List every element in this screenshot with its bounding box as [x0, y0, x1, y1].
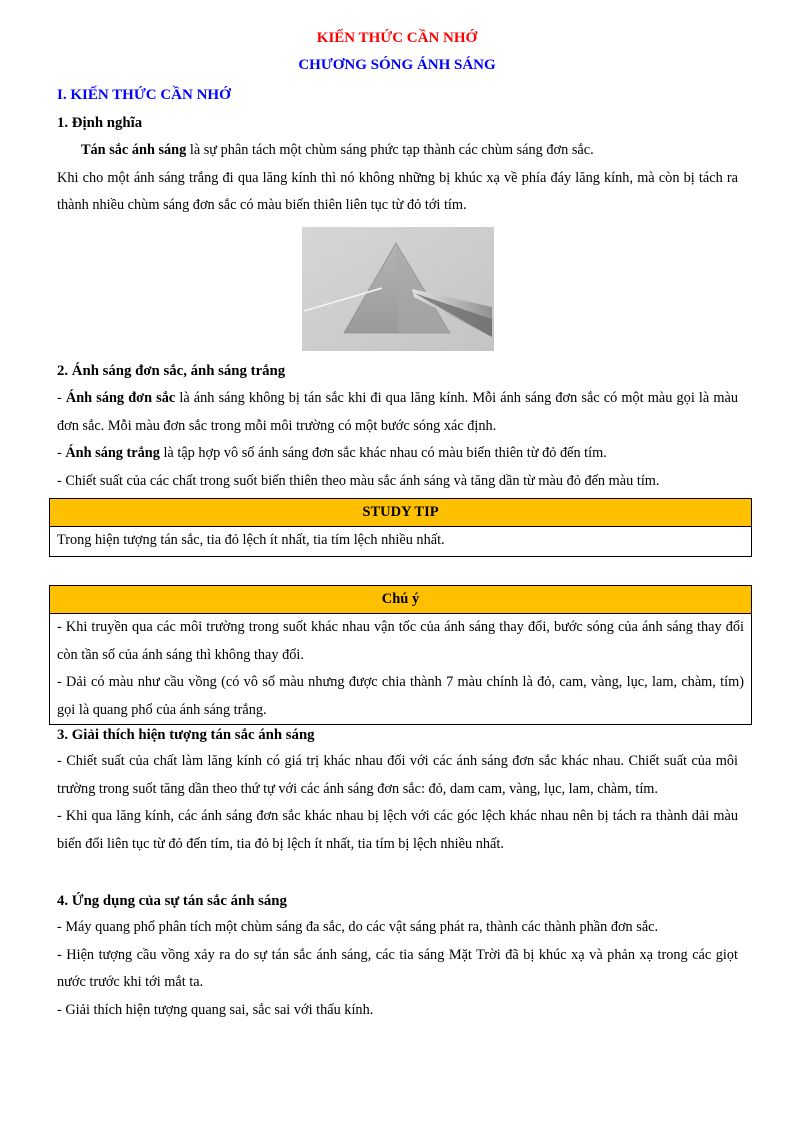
note-box: [49, 585, 752, 725]
explanation-block: [57, 748, 738, 858]
applications-block: [57, 914, 738, 1024]
term-white-light: Ánh sáng trắng: [65, 445, 160, 461]
definition-line: [57, 137, 738, 165]
explanation-line-2: - Khi qua lăng kính, các ánh sáng đơn sắc khác nhau bị lệch với các góc lệch khác nhau nên bị tách ra thành dải màu biến đổi liên tục từ đỏ đến tím, tia đỏ bị lệch ít nhất, tia tím bị lệch nhiều nhất.: [57, 808, 738, 852]
subheading-applications: 4. Ứng dụng của sự tán sắc ánh sáng: [57, 893, 287, 909]
subheading-monochromatic: 2. Ánh sáng đơn sắc, ánh sáng trắng: [57, 363, 286, 379]
study-tip-header: STUDY TIP: [50, 499, 751, 527]
white-light-text: là tập hợp vô số ánh sáng đơn sắc khác nhau có màu biến thiên từ đỏ đến tím.: [159, 445, 607, 461]
dispersion-paragraph: Khi cho một ánh sáng trắng đi qua lăng kính thì nó không những bị khúc xạ về phía đáy lăng kính, mà còn bị tách ra thành nhiều chùm sáng đơn sắc có màu biến thiên liên tục từ đỏ tới tím.: [57, 169, 738, 213]
study-tip-box: [49, 498, 752, 557]
term-monochromatic: Ánh sáng đơn sắc: [65, 390, 176, 406]
white-light-line: [57, 440, 738, 468]
bullet-dash: -: [57, 390, 66, 406]
application-line-3: - Giải thích hiện tượng quang sai, sắc sai với thấu kính.: [57, 1001, 374, 1018]
explanation-line-1: - Chiết suất của chất làm lăng kính có giá trị khác nhau đối với các ánh sáng đơn sắc khác nhau. Chiết suất của môi trường trong suốt tăng dần theo thứ tự với các ánh sáng đơn sắc: đỏ, dam cam, vàng, lục, lam, chàm, tím.: [57, 753, 738, 797]
subheading-definition: 1. Định nghĩa: [57, 115, 143, 131]
monochromatic-text: là ánh sáng không bị tán sắc khi đi qua lăng kính. Mỗi ánh sáng đơn sắc có một màu gọi là màu đơn sắc. Mỗi màu đơn sắc trong mỗi môi trường có một bước sóng xác định.: [57, 390, 738, 434]
document-title: KIẾN THỨC CẦN NHỚ: [316, 30, 478, 46]
application-line-2: - Hiện tượng cầu vồng xảy ra do sự tán sắc ánh sáng, các tia sáng Mặt Trời đã bị khúc xạ và phản xạ trong các giọt nước trước khi tới mắt ta.: [57, 946, 738, 990]
definition-text: là sự phân tách một chùm sáng phức tạp thành các chùm sáng đơn sắc.: [186, 142, 594, 158]
refractive-index-line: - Chiết suất của các chất trong suốt biến thiên theo màu sắc ánh sáng và tăng dần từ màu đỏ đến màu tím.: [57, 472, 660, 489]
note-line-2: - Dải có màu như cầu vồng (có vô số màu nhưng được chia thành 7 màu chính là đỏ, cam, vàng, lục, lam, chàm, tím) gọi là quang phổ của ánh sáng trắng.: [57, 674, 744, 718]
prism-dispersion-image: [302, 227, 494, 351]
definition-block: [57, 137, 738, 220]
monochromatic-block: [57, 385, 738, 495]
section-heading: I. KIẾN THỨC CẦN NHỚ: [57, 87, 231, 103]
bullet-dash: -: [57, 445, 66, 461]
application-line-1: - Máy quang phổ phân tích một chùm sáng đa sắc, do các vật sáng phát ra, thành các thành phần đơn sắc.: [57, 919, 659, 935]
note-header: Chú ý: [50, 586, 751, 614]
note-body: [50, 614, 751, 724]
study-tip-body: [50, 527, 751, 555]
monochromatic-line: [57, 385, 738, 440]
chapter-title: CHƯƠNG SÓNG ÁNH SÁNG: [298, 57, 496, 73]
subheading-explanation: 3. Giải thích hiện tượng tán sắc ánh sáng: [57, 727, 315, 743]
study-tip-text: Trong hiện tượng tán sắc, tia đỏ lệch ít nhất, tia tím lệch nhiều nhất.: [57, 532, 445, 548]
note-line-1: - Khi truyền qua các môi trường trong suốt khác nhau vận tốc của ánh sáng thay đổi, bước sóng của ánh sáng thay đổi còn tần số của ánh sáng thì không thay đổi.: [57, 619, 744, 663]
term-dispersion: Tán sắc ánh sáng: [81, 142, 187, 158]
